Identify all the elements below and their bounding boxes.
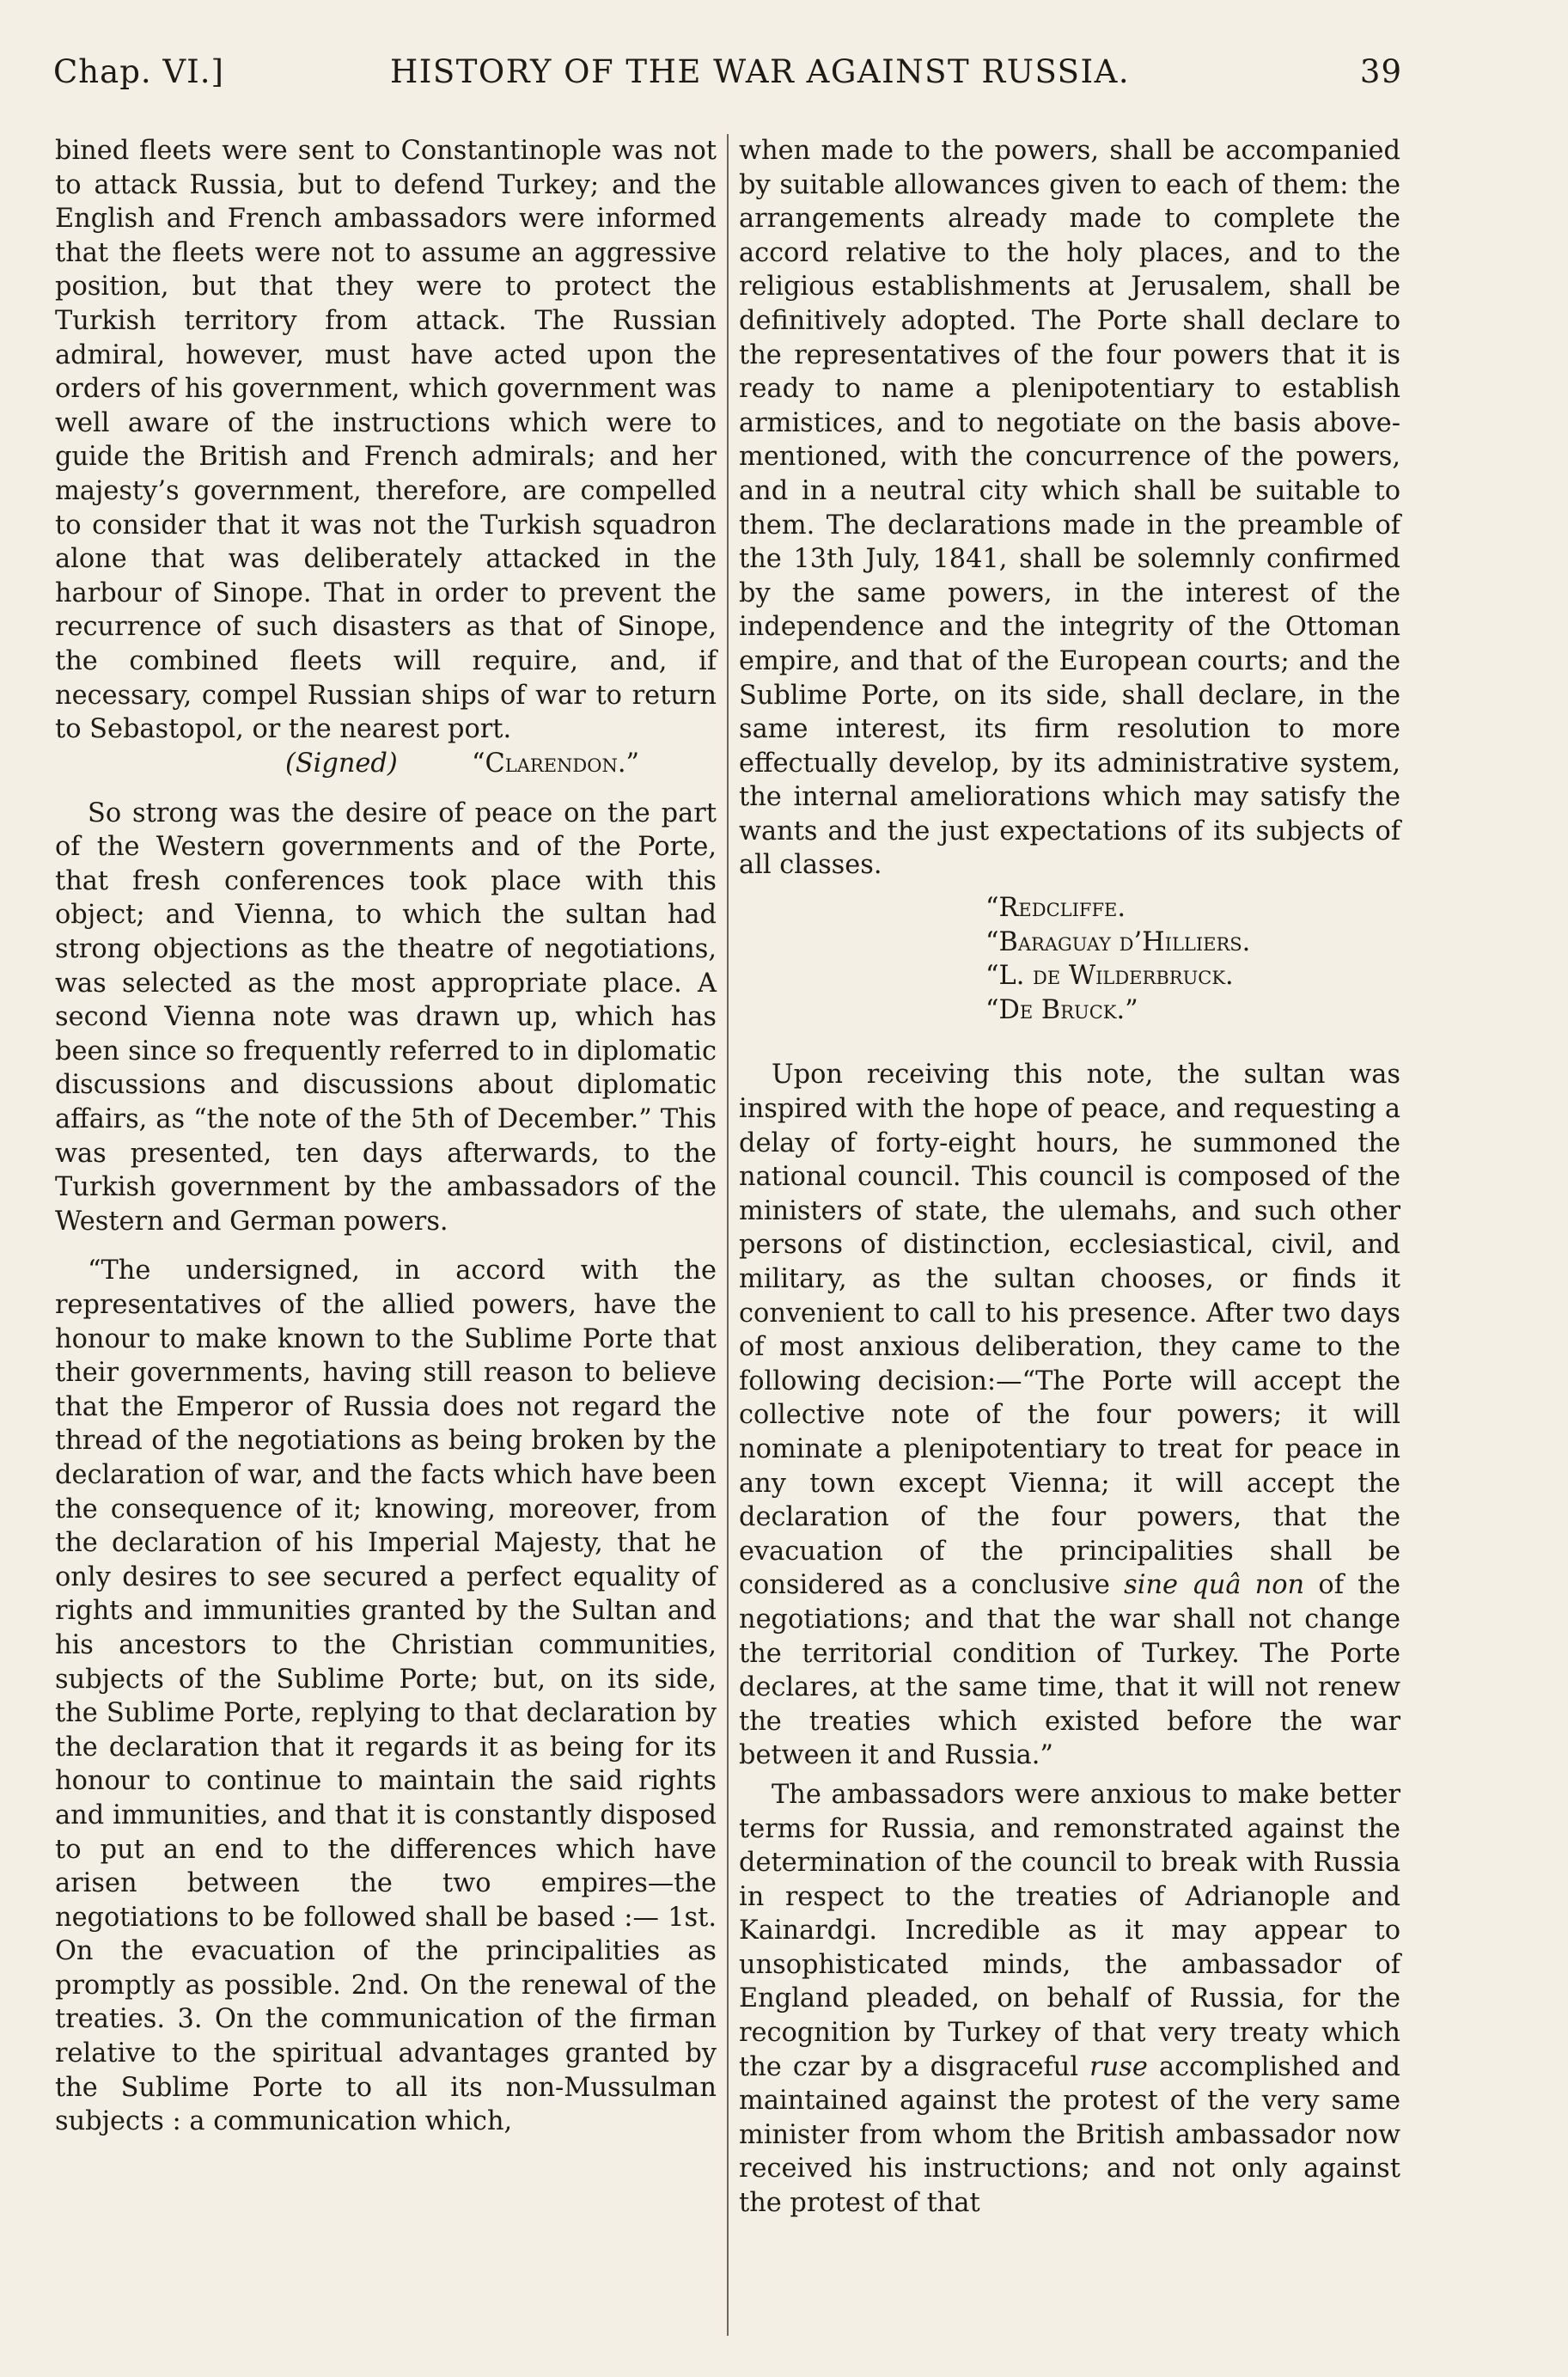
signatory: “De Bruck.” <box>985 994 1138 1025</box>
quoted-note: “The undersigned, in accord with the representatives of the allied powers, have the honour to make known to the Sublime Porte that their governments, having still reason to believe that the Emperor of Russia does not regard the thread of the negotiations as being broken by the declaration of war, and the facts which have been the consequence of it; knowing, moreover, from the declaration of his Imperial Majesty, that he only desires to see secured a perfect equality of rights and immunities granted by the Sultan and his ancestors to the Christian communities, subjects of the Sublime Porte; but, on its side, the Sublime Porte, replying to that declaration by the declaration that it regards it as being for its honour to continue to maintain the said rights and immunities, and that it is constantly disposed to put an end to the differences which have arisen between the two empires—the negotiations to be followed shall be based :— 1st. On the evacuation of the principalities as promptly as possible. 2nd. On the renewal of the treaties. 3. On the communication of the firman relative to the spiritual advantages granted by the Sublime Porte to all its non-Mussulman subjects : a communication which, <box>55 1256 717 2137</box>
italic-phrase: ruse <box>1089 2051 1148 2082</box>
signed-label: (Signed) <box>285 748 398 779</box>
signatory-name: “Clarendon.” <box>472 748 640 779</box>
running-title: HISTORY OF THE WAR AGAINST RUSSIA. <box>390 53 1131 90</box>
signatory: “Redcliffe. <box>985 893 1126 924</box>
text-run: The ambassadors were anxious to make better terms for Russia, and remonstrated against the determination of the council to break with Russia in respect to the treaties of Adrianople and Kainardgi. Incredible as it may appear to unsophisticated minds, the ambassador of England pleaded, on behalf of Russia, for the recognition by Turkey of that very treaty which the czar by a disgraceful <box>739 1779 1400 2082</box>
right-column <box>739 134 1400 2221</box>
text-run: Upon receiving this note, the sultan was inspired with the hope of peace, and requesting a delay of forty-eight hours, he summoned the national council. This council is composed of the ministers of state, the ulemahs, and such other persons of distinction, ecclesiastical, civil, and military, as the sultan chooses, or finds it convenient to call to his presence. After two days of most anxious deliberation, they came to the following decision:—“The Porte will accept the collective note of the four powers; it will nominate a plenipotentiary to treat for peace in any town except Vienna; it will accept the declaration of the four powers, that the evacuation of the principalities shall be considered as a conclusive <box>739 1060 1400 1601</box>
text-run: of the negotiations; and that the war shall not change the territorial condition of Turkey. The Porte declares, at the same time, that it will not renew the treaties which existed before the war between it and Russia.” <box>739 1570 1400 1771</box>
left-column <box>55 134 717 2139</box>
signatory: “Baraguay d’Hilliers. <box>985 926 1251 957</box>
page-number: 39 <box>1359 53 1402 90</box>
signatories-list <box>739 891 1400 1027</box>
signatory: “L. de Wilderbruck. <box>985 961 1234 992</box>
italic-phrase: sine quâ non <box>1124 1570 1305 1601</box>
paragraph: So strong was the desire of peace on the part of the Western governments and of the Porte, that fresh conferences took place with this object; and Vienna, to which the sultan had strong objections as the theatre of negotiations, was selected as the most appropriate place. A second Vienna note was drawn up, which has been since so frequently referred to in diplomatic discussions and discussions about diplomatic affairs, as “the note of the 5th of December.” This was presented, ten days afterwards, to the Turkish government by the ambassadors of the Western and German powers. <box>55 797 717 1237</box>
paragraph <box>739 1058 1400 1772</box>
paragraph: when made to the powers, shall be accompanied by suitable allowances given to each of them: the arrangements already made to complete the accord relative to the holy places, and to the religious establishments at Jerusalem, shall be definitively adopted. The Porte shall declare to the representatives of the four powers that it is ready to name a plenipotentiary to establish armistices, and to negotiate on the basis above-mentioned, with the concurrence of the powers, and in a neutral city which shall be suitable to them. The declarations made in the preamble of the 13th July, 1841, shall be solemnly confirmed by the same powers, in the interest of the independence and the integrity of the Ottoman empire, and that of the European courts; and the Sublime Porte, on its side, shall declare, in the same interest, its firm resolution to more effectually develop, by its administrative system, the internal ameliorations which may satisfy the wants and the just expectations of its subjects of all classes. <box>739 136 1400 881</box>
signature-line <box>55 747 717 781</box>
paragraph <box>739 1778 1400 2221</box>
paragraph: bined fleets were sent to Constantinople was not to attack Russia, but to defend Turkey; and the English and French ambassadors were informed that the fleets were not to assume an aggressive position, but that they were to protect the Turkish territory from attack. The Russian admiral, however, must have acted upon the orders of his government, which government was well aware of the instructions which were to guide the British and French admirals; and her majesty’s government, therefore, are compelled to consider that it was not the Turkish squadron alone that was deliberately attacked in the harbour of Sinope. That in order to prevent the recurrence of such disasters as that of Sinope, the combined fleets will require, and, if necessary, compel Russian ships of war to return to Sebastopol, or the nearest port. <box>55 136 717 745</box>
text-run: accomplished and maintained against the protest of the very same minister from whom the British ambassador now received his instructions; and not only against the protest of that <box>739 2051 1400 2219</box>
running-header <box>53 53 1402 105</box>
column-divider <box>727 134 729 2336</box>
chapter-label: Chap. VI.] <box>53 53 224 90</box>
